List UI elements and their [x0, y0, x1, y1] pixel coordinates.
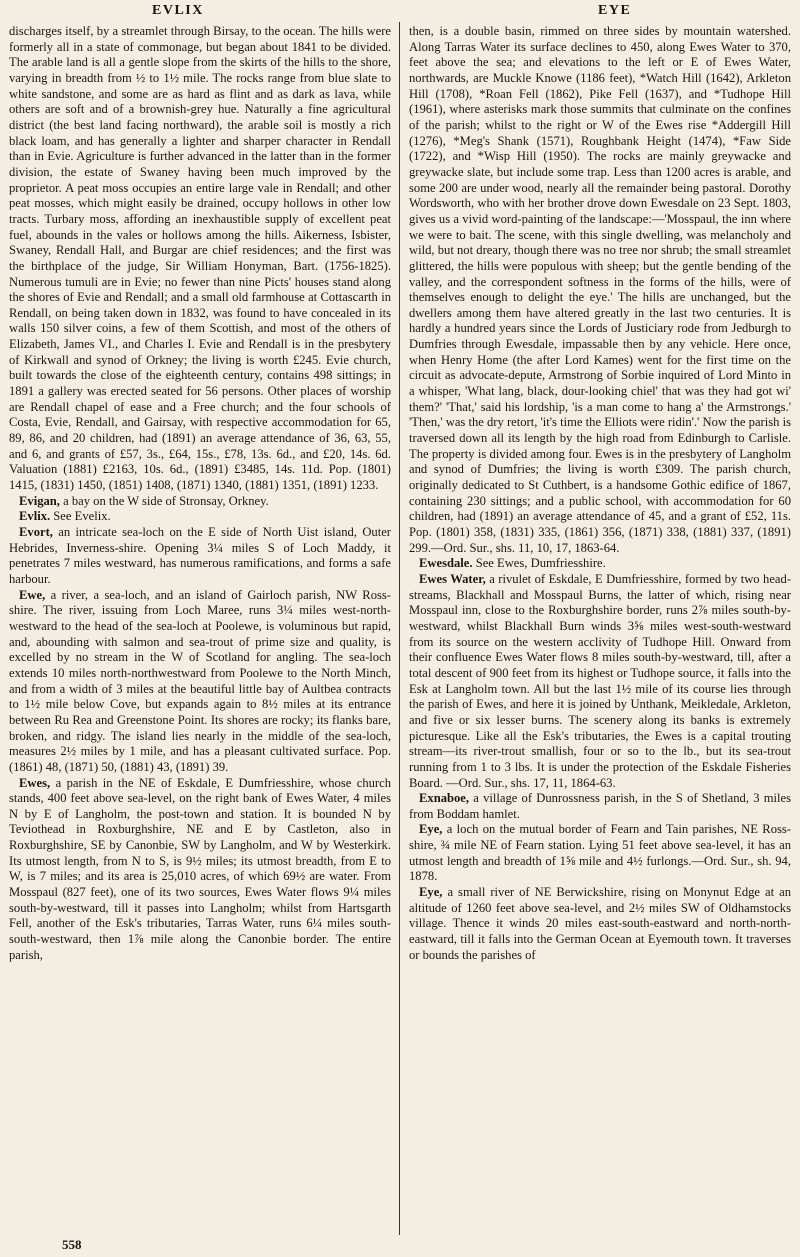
- entry-body: a rivulet of Eskdale, E Dumfriesshire, formed by two head-streams, Blackhall and Mosspaul Burns, the latter of which, rising near Mosspaul inn, close to the Roxburghshire border, runs 2⅞ miles south-by-westward, whilst Blackhall Burn winds 3⅝ miles west-south-westward from its source on the western acclivity of Tudhope Hill. Onward from their confluence Ewes Water flows 8 miles south-by-westward, till, after a total descent of 900 feet from its highest or Tudhope source, it falls into the Esk at Langholm town. All but the last 1½ mile of its course lies through the parish of Ewes, and here it is joined by Unthank, Meikledale, Arkleton, and five or six lesser burns. The scenery along its banks is extremely picturesque. Like all the Esk's tributaries, the Ewes is a capital trouting stream—its river-trout smallish, four or so to the lb., but its sea-trout running from 1 to 3 lbs. It is under the protection of the Eskdale Fisheries Board. —Ord. Sur., shs. 17, 11, 1864-63.: [409, 571, 791, 790]
- entry-ewesdale: [409, 556, 791, 572]
- entry-evlix: [9, 509, 391, 525]
- entry-headword: Ewesdale.: [419, 556, 473, 571]
- entry-headword: Ewes Water,: [419, 571, 486, 586]
- entry-body: a bay on the W side of Stronsay, Orkney.: [63, 493, 269, 508]
- entry-body: a parish in the NE of Eskdale, E Dumfriesshire, whose church stands, 400 feet above sea-level, on the right bank of Ewes Water, 4 miles N by E of Langholm, the post-town and station. It is bounded N by Teviothead in Roxburghshire, NE and E by Castleton, also in Roxburghshire, SE by Canonbie, SW by Langholm, and W by Westerkirk. Its utmost length, from N to S, is 9½ miles; its utmost breadth, from E to W, is 7 miles; and its area is 25,010 acres, of which 69½ are water. From Mosspaul (827 feet), one of its two sources, Ewes Water flows 9¼ miles south-by-westward, till it passes into Langholm; whilst from Hartsgarth Fell, another of the Esk's tributaries, Tarras Water, runs 6¼ miles south-south-westward, then 1⅞ mile along the Canonbie border. The entire parish,: [9, 775, 391, 962]
- entry-body: a river, a sea-loch, and an island of Gairloch parish, NW Ross-shire. The river, issuing from Loch Maree, runs 3¼ miles west-north-westward to the head of the sea-loch at Poolewe, is voluminous but rapid, and, abounding with salmon and sea-trout of prime size and quality, is excelled by no stream in the W of Scotland for angling. The sea-loch extends 10 miles north-northwestward from Poolewe to the North Minch, and from a width of 3 miles at the beautiful little bay of Aultbea contracts to 1½ mile below Cove, but expands again to 8½ miles at its entrance between Ru Rea and Greenstone Point. Its shores are rocky; its flanks bare, broken, and ridgy. The island lies nearly in the middle of the sea-loch, measures 2½ miles by 1 mile, and has a pleasant cultivated surface. Pop. (1861) 48, (1871) 50, (1881) 43, (1891) 39.: [9, 587, 391, 774]
- entry-body: See Ewes, Dumfriesshire.: [475, 556, 606, 571]
- entry-ewes-water: [409, 572, 791, 791]
- running-head-right: EYE: [598, 3, 632, 18]
- entry-continuation: [9, 24, 391, 494]
- page-number: 558: [62, 1237, 82, 1252]
- entry-evort: [9, 525, 391, 588]
- entry-headword: Eye,: [419, 885, 443, 900]
- running-head-left: EVLIX: [152, 3, 204, 18]
- entry-continuation: [409, 24, 791, 556]
- entry-headword: Eye,: [419, 822, 443, 837]
- column-divider: [399, 22, 400, 1235]
- entry-headword: Evlix.: [19, 509, 51, 524]
- entry-headword: Ewe,: [19, 587, 46, 602]
- entry-body: an intricate sea-loch on the E side of North Uist island, Outer Hebrides, Inverness-shire. Opening 3¼ miles S of Loch Maddy, it penetrates 7 miles westward, has numerous ramifications, and forms a safe harbour.: [9, 525, 391, 586]
- entry-exnaboe: [409, 791, 791, 822]
- entry-body: a village of Dunrossness parish, in the S of Shetland, 3 miles from Boddam hamlet.: [409, 791, 791, 821]
- entry-headword: Evigan,: [19, 493, 60, 508]
- entry-body: a small river of NE Berwickshire, rising on Monynut Edge at an altitude of 1260 feet above sea-level, and 2½ miles SW of Oldhamstocks village. Thence it winds 20 miles east-south-eastward and north-north-eastward, till it falls into the German Ocean at Eyemouth town. It traverses or bounds the parishes of: [409, 885, 791, 962]
- entry-body: discharges itself, by a streamlet through Birsay, to the ocean. The hills were formerly all in a state of commonage, but began about 1841 to be divided. The arable land is all a gentle slope from the skirts of the hills to the shore, varying in breadth from ½ to 1½ mile. The rocks range from blue slate to white sandstone, and some are as hard as flint and as dark as lava, while others are soft and of a brownish-grey hue. Naturally a fine agricultural district (the best land facing northward), the arable soil is mostly a rich black loam, and has generally a lighter and sharper character in Rendall than in Evie. Agriculture is further advanced in the latter than in the former division, the estate of Swaney having been much improved by the proprietor. A peat moss occupies an entire large vale in Rendall; and other peat mosses, which might easily be drained, occupy hollows in other low tracts. Turbary moss, affording an inexhaustible supply of excellent peat fuel, abounds in the vales or hollows among the hills. Aikerness, Isbister, Swaney, Rendall Hall, and Burgar are chief residences; and the first was the birthplace of the judge, Sir William Honyman, Bart. (1756-1825). Numerous tumuli are in Evie; no fewer than nine Picts' houses stand along the shores of Evie and Rendall; and a small old farmhouse at Cottascarth in Rendall, on being taken down in 1832, was found to have concealed in its walls 150 silver coins, a few of them Scottish, and most of the others of Elizabeth, James VI., and Charles I. Evie and Rendall is in the presbytery of Kirkwall and synod of Orkney; the living is worth £245. Evie church, built towards the close of the eighteenth century, contains 498 sittings; in 1891 a gallery was erected seated for 56 persons. Other places of worship are Rendall chapel of ease and a Free church; and the four schools of Costa, Evie, Rendall, and Gairsay, with respective accommodation for 65, 89, 86, and 20 children, had (1891) an average attendance of 36, 63, 55, and 6, and grants of £57, 3s., £64, 15s., £78, 13s. 6d., and £20, 14s. 6d. Valuation (1881) £2163, 10s. 6d., (1891) £3485, 14s. 11d. Pop. (1801) 1415, (1831) 1450, (1851) 1408, (1871) 1340, (1881) 1351, (1891) 1233.: [9, 24, 391, 493]
- entry-ewes: [9, 776, 391, 964]
- entry-evigan: [9, 494, 391, 510]
- entry-headword: Ewes,: [19, 775, 51, 790]
- entry-eye-loch: [409, 822, 791, 885]
- entry-ewe: [9, 588, 391, 776]
- entry-eye-river: [409, 885, 791, 963]
- entry-body: See Evelix.: [53, 509, 111, 524]
- entry-body: a loch on the mutual border of Fearn and Tain parishes, NE Ross-shire, ¾ mile NE of Fearn station. Lying 51 feet above sea-level, it has an utmost length and breadth of 1⅝ mile and 4½ furlongs.—Ord. Sur., sh. 94, 1878.: [409, 822, 791, 884]
- right-column: [409, 24, 791, 1229]
- entry-headword: Exnaboe,: [419, 791, 470, 806]
- entry-headword: Evort,: [19, 525, 53, 539]
- left-column: [9, 24, 391, 1229]
- entry-body: then, is a double basin, rimmed on three sides by mountain watershed. Along Tarras Water its surface declines to 450, along Ewes Water to 370, feet above the sea; and elevations to the left or E of Ewes Water, northwards, are Muckle Knowe (1186 feet), *Watch Hill (1642), Arkleton Hill (1708), *Roan Fell (1862), Pike Fell (1637), and *Tudhope Hill (1961), where asterisks mark those summits that culminate on the confines of the parish; whilst to the right or W of the Ewes rise *Addergill Hill (1276), *Meg's Shank (1571), Roughbank Height (1474), *Faw Side (1722), and *Wisp Hill (1950). The rocks are mainly greywacke and greywacke slate, but include some trap. Less than 1200 acres is arable, and some 200 are under wood, nearly all the remainder being pastoral. Dorothy Wordsworth, who with her brother drove down Ewesdale on 23 Sept. 1803, gives us a vivid word-painting of the landscape:—'Mosspaul, the inn where we were to bait. The scene, with this single dwelling, was melancholy and wild, but not dreary, though there was no tree nor shrub; the small streamlet glittered, the hills were populous with sheep; but the gentle bending of the valley, and the correspondent softness in the forms of the hills, were of themselves enough to delight the eye.' The hills are unchanged, but the dwellers among them have altered greatly in the last two centuries. It is hardly a hundred years since the Lords of Justiciary rode from Jedburgh to Dumfries through Ewesdale, impassable then by any vehicle. Here once, when Henry Home (the after Lord Kames) went for the first time on the circuit as advocate-depute, Armstrong of Sorbie inquired of Lord Minto in a whisper, 'What lang, black, dour-looking chiel' that was they had got wi' them?' 'That,' said his lordship, 'is a man come to hang a' the Armstrongs.' 'Then,' was the dry retort, 'it's time the Elliots were ridin'.' Now the parish is traversed down all its length by the high road from Edinburgh to Carlisle. The property is divided among four. Ewes is in the presbytery of Langholm and synod of Dumfries; the living is worth £309. The parish church, originally dedicated to St Cuthbert, is a handsome Gothic edifice of 1867, containing 230 sittings; and a public school, with accommodation for 60 children, had (1891) an average attendance of 45, and a grant of £52, 11s. Pop. (1801) 358, (1831) 335, (1861) 356, (1871) 338, (1881) 337, (1891) 299.—Ord. Sur., shs. 11, 10, 17, 1863-64.: [409, 24, 791, 555]
